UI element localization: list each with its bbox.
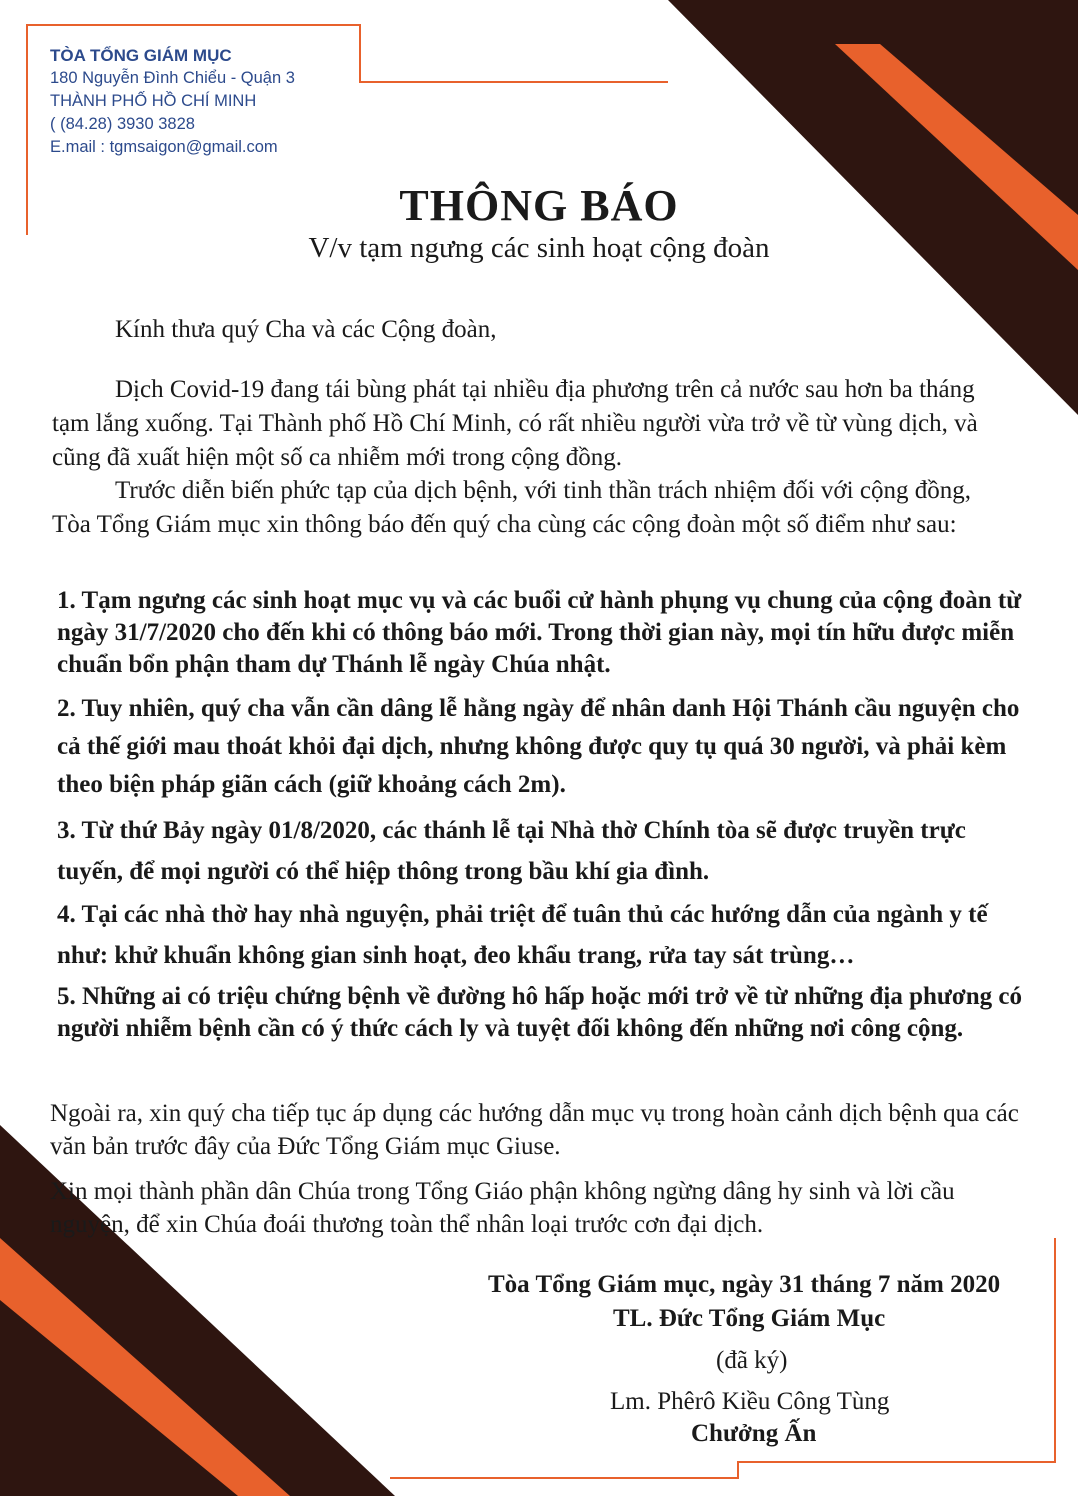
letterhead-address: 180 Nguyễn Đình Chiểu - Quận 3: [50, 69, 295, 87]
directive-item: 1. Tạm ngưng các sinh hoạt mục vụ và các buổi cử hành phụng vụ chung của cộng đoàn từ ngày 31/7/2020 cho đến khi có thông báo mới. Trong thời gian này, mọi tín hữu được miễn chuẩn bổn phận tham dự Thánh lễ ngày Chúa nhật.: [57, 587, 1022, 678]
letterhead: [50, 44, 295, 159]
directive-item: 2. Tuy nhiên, quý cha vẫn cần dâng lễ hằng ngày để nhân danh Hội Thánh cầu nguyện cho cả thế giới mau thoát khỏi đại dịch, nhưng không được quy tụ quá 30 người, và phải kèm theo biện pháp giãn cách (giữ khoảng cách 2m).: [57, 695, 1020, 798]
closing-paragraph: Xin mọi thành phần dân Chúa trong Tổng Giáo phận không ngừng dâng hy sinh và lời cầu nguyện, để xin Chúa đoái thương toàn thể nhân loại trước cơn đại dịch.: [50, 1178, 955, 1238]
signatory-role: Chưởng Ấn: [691, 1420, 817, 1447]
signature-signed-note: (đã ký): [716, 1347, 788, 1374]
directive-item: 5. Những ai có triệu chứng bệnh về đường hô hấp hoặc mới trở về từ những địa phương có người nhiễm bệnh cần có ý thức cách ly và tuyệt đối không đến những nơi công cộng.: [57, 983, 1022, 1042]
body-paragraph: Dịch Covid-19 đang tái bùng phát tại nhiều địa phương trên cả nước sau hơn ba tháng tạm lắng xuống. Tại Thành phố Hồ Chí Minh, có rất nhiều người vừa trở về từ vùng dịch, và cũng đã xuất hiện một số ca nhiễm mới trong cộng đồng.: [52, 376, 978, 471]
letterhead-city: THÀNH PHỐ HỒ CHÍ MINH: [50, 92, 257, 110]
signatory-name: Lm. Phêrô Kiều Công Tùng: [610, 1388, 890, 1415]
document-subtitle: V/v tạm ngưng các sinh hoạt cộng đoàn: [308, 232, 770, 264]
body-paragraph: Trước diễn biến phức tạp của dịch bệnh, với tinh thần trách nhiệm đối với cộng đồng, Tòa Tổng Giám mục xin thông báo đến quý cha cùng các cộng đoàn một số điểm như sau:: [52, 477, 971, 538]
greeting: Kính thưa quý Cha và các Cộng đoàn,: [115, 316, 497, 343]
letterhead-org: TÒA TỔNG GIÁM MỤC: [50, 46, 232, 65]
directive-item: 4. Tại các nhà thờ hay nhà nguyện, phải triệt để tuân thủ các hướng dẫn của ngành y tế như: khử khuẩn không gian sinh hoạt, đeo khẩu trang, rửa tay sát trùng…: [57, 901, 988, 969]
signature-on-behalf: TL. Đức Tổng Giám Mục: [613, 1305, 886, 1332]
closing-paragraph: Ngoài ra, xin quý cha tiếp tục áp dụng các hướng dẫn mục vụ trong hoàn cảnh dịch bệnh qua các văn bản trước đây của Đức Tổng Giám mục Giuse.: [50, 1100, 1019, 1160]
directive-item: 3. Từ thứ Bảy ngày 01/8/2020, các thánh lễ tại Nhà thờ Chính tòa sẽ được truyền trực tuyến, để mọi người có thể hiệp thông trong bầu khí gia đình.: [57, 817, 966, 885]
letterhead-phone: ( (84.28) 3930 3828: [50, 115, 195, 133]
signature-date-line: Tòa Tổng Giám mục, ngày 31 tháng 7 năm 2020: [488, 1271, 1001, 1298]
document-title: THÔNG BÁO: [399, 181, 679, 230]
letterhead-email: E.mail : tgmsaigon@gmail.com: [50, 138, 278, 156]
